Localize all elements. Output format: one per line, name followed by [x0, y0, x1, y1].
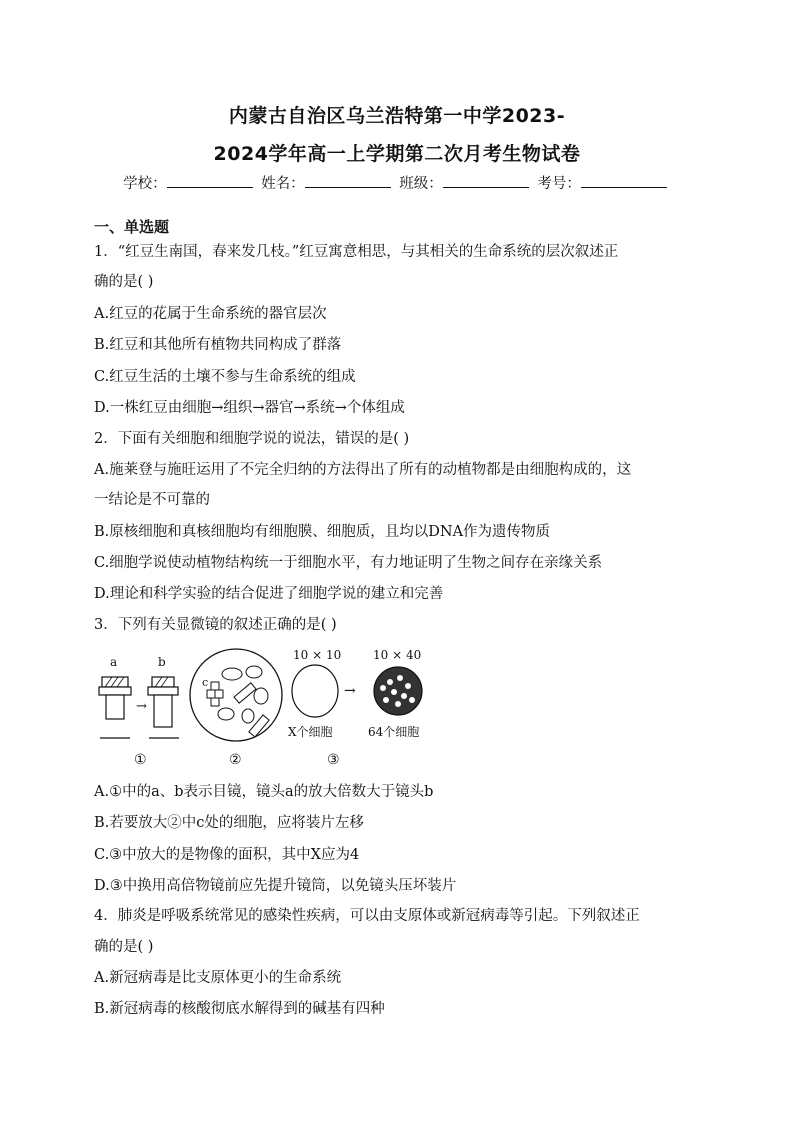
q2-option-d: D.理论和科学实验的结合促进了细胞学说的建立和完善 [94, 586, 444, 602]
section-heading: 一、单选题 [94, 218, 170, 236]
q3-option-d: D.③中换用高倍物镜前应先提升镜筒，以免镜头压坏装片 [94, 878, 457, 894]
lens-diagram [99, 655, 179, 768]
q2-option-a-line-2: 一结论是不可靠的 [94, 492, 210, 508]
title-line-1: 内蒙古自治区乌兰浩特第一中学2023- [228, 105, 566, 127]
name-blank[interactable] [305, 173, 391, 188]
label-c: c [202, 676, 209, 689]
caption-64-cells: 64个细胞 [368, 725, 420, 739]
exam-number-label: 考号： [537, 176, 581, 192]
q1-stem-line-2: 确的是( ) [94, 274, 154, 290]
figure-number-3: ③ [327, 752, 340, 768]
q2-stem: 2．下面有关细胞和细胞学说的说法，错误的是( ) [94, 431, 410, 447]
q2-option-b: B.原核细胞和真核细胞均有细胞膜、细胞质，且均以DNA作为遗传物质 [94, 524, 551, 540]
class-blank[interactable] [443, 173, 529, 188]
q4-option-b: B.新冠病毒的核酸彻底水解得到的碱基有四种 [94, 1001, 385, 1017]
microscope-figure [96, 644, 436, 774]
arrow-ab: → [136, 699, 147, 714]
lens-b-icon [148, 677, 179, 738]
arrow-mag: → [344, 683, 356, 699]
magnification-diagram [288, 648, 422, 768]
figure-number-2: ② [229, 752, 242, 768]
q1-option-b: B.红豆和其他所有植物共同构成了群落 [94, 337, 342, 353]
student-info-row [0, 172, 794, 193]
title-line-2: 2024学年高一上学期第二次月考生物试卷 [213, 143, 581, 165]
school-blank[interactable] [167, 173, 253, 188]
label-a: a [110, 655, 118, 669]
caption-x-cells: X个细胞 [288, 725, 333, 739]
q4-stem-line-2: 确的是( ) [94, 939, 154, 955]
label-b: b [158, 655, 166, 669]
q3-option-a: A.①中的a、b表示目镜，镜头a的放大倍数大于镜头b [94, 784, 434, 800]
exam-number-blank[interactable] [581, 173, 667, 188]
lens-a-icon [99, 677, 131, 738]
name-label: 姓名： [261, 176, 305, 192]
q4-option-a: A.新冠病毒是比支原体更小的生命系统 [94, 970, 342, 986]
school-label: 学校： [123, 176, 167, 192]
field-of-view-diagram [190, 649, 282, 768]
q1-option-d: D.一株红豆由细胞→组织→器官→系统→个体组成 [94, 400, 405, 416]
q1-option-a: A.红豆的花属于生命系统的器官层次 [94, 306, 327, 322]
figure-number-1: ① [134, 752, 147, 768]
q3-stem: 3．下列有关显微镜的叙述正确的是( ) [94, 617, 337, 633]
class-label: 班级： [399, 176, 443, 192]
q3-option-c: C.③中放大的是物像的面积，其中X应为4 [94, 847, 360, 863]
q1-stem-line-1: 1．“红豆生南国，春来发几枝。”红豆寓意相思，与其相关的生命系统的层次叙述正 [94, 244, 619, 260]
q4-stem-line-1: 4．肺炎是呼吸系统常见的感染性疾病，可以由支原体或新冠病毒等引起。下列叙述正 [94, 908, 640, 924]
q1-option-c: C.红豆生活的土壤不参与生命系统的组成 [94, 369, 356, 385]
q2-option-a-line-1: A.施莱登与施旺运用了不完全归纳的方法得出了所有的动植物都是由细胞构成的，这 [94, 462, 632, 478]
mag-high: 10 × 40 [373, 648, 422, 662]
q2-option-c: C.细胞学说使动植物结构统一于细胞水平，有力地证明了生物之间存在亲缘关系 [94, 555, 603, 571]
mag-low: 10 × 10 [293, 648, 342, 662]
q3-option-b: B.若要放大②中c处的细胞，应将装片左移 [94, 815, 364, 831]
